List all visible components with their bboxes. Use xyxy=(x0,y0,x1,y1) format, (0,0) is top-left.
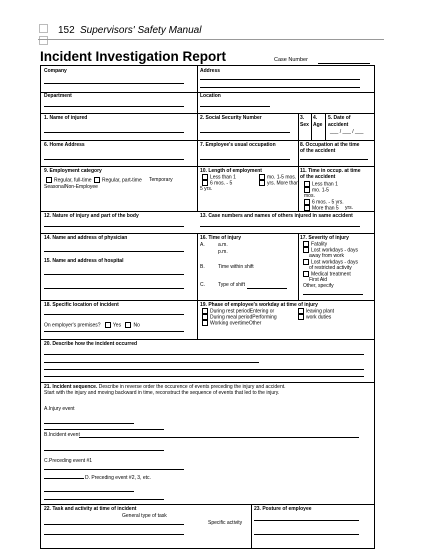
time-option-1[interactable]: Less than 1 xyxy=(304,181,338,187)
date-label-2: accident xyxy=(328,122,349,128)
employment-option-temporary[interactable]: Temporary xyxy=(149,177,173,183)
phase-rest[interactable]: During rest periodEntering or xyxy=(202,308,274,314)
severity-label: 17. Severity of injury xyxy=(300,235,349,241)
length-of-employment-label: 10. Length of employment xyxy=(200,168,262,174)
describe-field-1[interactable] xyxy=(44,354,364,355)
incident-event-field-2[interactable] xyxy=(44,450,164,451)
name-of-injured-label: 1. Name of injured xyxy=(44,115,88,121)
employer-premises-question: On employer's premises? Yes No xyxy=(44,322,140,329)
employment-category-label: 9. Employment category xyxy=(44,168,102,174)
company-field[interactable] xyxy=(44,83,184,84)
divider xyxy=(197,300,198,339)
describe-field-4[interactable] xyxy=(44,376,364,377)
time-option-4[interactable]: 6 mos. - 5 yrs. xyxy=(304,199,344,205)
ssn-field[interactable] xyxy=(200,132,290,133)
time-am: a.m. xyxy=(218,242,228,248)
posture-label: 23. Posture of employee xyxy=(254,506,312,512)
page-number: 152 xyxy=(58,25,75,36)
incident-sequence-label: 21. Incident sequence. Describe in reverse order the occurence of events preceding the injury and accident. xyxy=(44,384,286,390)
describe-field-3[interactable] xyxy=(44,369,364,370)
date-field[interactable]: ___ / ___ / ___ xyxy=(330,129,364,135)
location-label: Location xyxy=(200,93,221,99)
injury-event-field-2[interactable] xyxy=(44,429,164,430)
injury-event-label: A.Injury event xyxy=(44,406,75,412)
date-label: 5. Date of xyxy=(328,115,351,121)
time-a-label: A. xyxy=(200,242,205,248)
specific-location-field[interactable] xyxy=(44,314,184,315)
time-in-occupation-label-2: of the accident xyxy=(300,174,336,180)
phase-leaving-plant[interactable]: leaving plant xyxy=(298,308,334,314)
length-option-1[interactable]: Less than 1 xyxy=(202,174,236,180)
age-number: 4. xyxy=(313,115,318,121)
type-of-shift-label: Type of shift xyxy=(218,282,245,288)
hospital-field[interactable] xyxy=(44,274,184,275)
hospital-label: 15. Name and address of hospital xyxy=(44,258,124,264)
employment-option-seasonal[interactable]: SeasonalNon-Employee xyxy=(44,184,98,190)
incident-event-label: B.Incident event xyxy=(44,432,80,438)
checkbox[interactable] xyxy=(259,180,265,186)
checkbox[interactable] xyxy=(46,177,52,183)
divider xyxy=(311,113,312,140)
time-in-occupation-label: 11. Time in occup. at time xyxy=(300,168,361,174)
preceding-event-2-label: D. Preceding event #2, 3, etc. xyxy=(85,475,151,481)
checkbox-no[interactable] xyxy=(125,322,131,328)
usual-occupation-label: 7. Employee's usual occupation xyxy=(200,142,276,148)
nature-of-injury-label: 12. Nature of injury and part of the body xyxy=(44,213,139,219)
divider xyxy=(197,66,198,211)
case-number-field[interactable] xyxy=(318,63,370,64)
occupation-at-time-label-2: of the accident xyxy=(300,148,336,154)
time-of-injury-label: 16. Time of injury xyxy=(200,235,242,241)
checkbox-yes[interactable] xyxy=(105,322,111,328)
report-title: Incident Investigation Report xyxy=(40,49,227,64)
posture-field-2[interactable] xyxy=(254,534,359,535)
checkbox[interactable] xyxy=(94,177,100,183)
time-option-6: yrs. xyxy=(345,205,354,211)
occupation-at-time-field[interactable] xyxy=(300,159,368,160)
name-of-injured-field[interactable] xyxy=(44,132,184,133)
occupation-at-time-label: 8. Occupation at the time xyxy=(300,142,360,148)
address-field-2[interactable] xyxy=(200,87,360,88)
length-option-3[interactable]: 6 mos. - 5 xyxy=(202,180,232,186)
describe-incident-label: 20. Describe how the incident occurred xyxy=(44,341,138,347)
preceding-event-2-lead[interactable] xyxy=(44,478,84,479)
age-label: Age xyxy=(313,122,323,128)
premises-field[interactable] xyxy=(44,331,184,332)
severity-medical[interactable]: Medical treatment xyxy=(303,271,351,277)
severity-other-field[interactable] xyxy=(303,294,363,295)
severity-lost-away[interactable]: Lost workdays - days xyxy=(303,247,358,253)
divider xyxy=(41,300,374,301)
address-label: Address xyxy=(200,68,221,74)
case-number-label: Case Number xyxy=(274,57,308,63)
time-pm: p.m. xyxy=(218,249,228,255)
time-c-label: C. xyxy=(200,282,205,288)
divider xyxy=(41,140,374,141)
severity-lost-restricted-2: of restricted activity xyxy=(309,265,352,271)
checkbox[interactable] xyxy=(298,314,304,320)
divider xyxy=(41,382,374,383)
divider xyxy=(41,339,374,340)
divider xyxy=(41,504,374,505)
home-address-field[interactable] xyxy=(44,159,184,160)
length-option-5: 5 yrs. xyxy=(200,186,213,192)
header-marker-bottom xyxy=(39,36,48,45)
severity-lost-away-2: away from work xyxy=(309,253,345,259)
workday-phase-label: 19. Phase of employee's workday at time of injury xyxy=(200,302,318,308)
time-b-label: B. xyxy=(200,264,205,270)
nature-of-injury-field[interactable] xyxy=(44,226,184,227)
location-field[interactable] xyxy=(200,106,270,107)
preceding-event-1-field[interactable] xyxy=(44,469,184,470)
posture-field[interactable] xyxy=(254,520,359,521)
incident-sequence-instructions: Start with the injury and moving backward in time, reconstruct the sequence of events that led to the injury. xyxy=(44,390,280,396)
preceding-event-2-field-2[interactable] xyxy=(44,499,164,500)
time-within-shift-label: Time within shift xyxy=(218,264,254,270)
header-divider xyxy=(38,39,384,40)
divider xyxy=(298,233,299,300)
task-activity-label: 22. Task and activity at time of incident xyxy=(44,506,137,512)
ssn-label: 2. Social Security Number xyxy=(200,115,262,121)
phase-overtime[interactable]: Working overtimeOther xyxy=(202,320,261,326)
checkbox[interactable] xyxy=(304,205,310,211)
department-label: Department xyxy=(44,93,72,99)
company-label: Company xyxy=(44,68,67,74)
department-field[interactable] xyxy=(44,106,184,107)
severity-lost-restricted[interactable]: Lost workdays - days xyxy=(303,259,358,265)
divider xyxy=(298,166,299,211)
others-injured-field[interactable] xyxy=(200,226,360,227)
phase-meal[interactable]: During meal periodPerforming xyxy=(202,314,277,320)
others-injured-label: 13. Case numbers and names of others injured in same accident xyxy=(200,213,353,219)
type-of-shift-field[interactable] xyxy=(247,288,287,289)
preceding-event-2-field[interactable] xyxy=(44,491,134,492)
divider xyxy=(41,233,374,234)
severity-fatality[interactable]: Fatality xyxy=(303,241,327,247)
incident-event-field[interactable] xyxy=(79,437,359,438)
preceding-event-1-label: C.Preceding event #1 xyxy=(44,458,93,464)
describe-field-2[interactable] xyxy=(44,362,259,363)
time-option-3: mos. xyxy=(304,193,315,199)
time-option-2[interactable]: mo. 1-5 xyxy=(304,187,329,193)
physician-field[interactable] xyxy=(44,251,184,252)
injury-event-field[interactable] xyxy=(44,423,134,424)
incident-form xyxy=(40,65,375,549)
severity-other: Other, specify xyxy=(303,283,334,289)
divider xyxy=(251,504,252,548)
phase-work-duties[interactable]: work duties xyxy=(298,314,331,320)
manual-title: Supervisors' Safety Manual xyxy=(80,25,202,36)
home-address-label: 6. Home Address xyxy=(44,142,85,148)
header-marker-top xyxy=(39,24,48,33)
employment-option-regular-part[interactable]: Regular, part-time xyxy=(94,177,142,183)
employment-option-regular-full[interactable]: Regular, full-time xyxy=(46,177,92,183)
specific-activity-label: Specific activity xyxy=(208,520,243,526)
sex-number: 3. xyxy=(300,115,305,121)
divider xyxy=(41,166,374,167)
physician-label: 14. Name and address of physician xyxy=(44,235,128,241)
divider xyxy=(325,113,326,140)
general-task-field[interactable] xyxy=(44,524,184,525)
hospital-field-2[interactable] xyxy=(44,288,184,289)
length-option-2[interactable]: mo. 1-5 mos. xyxy=(259,174,296,180)
severity-first-aid: First Aid xyxy=(309,277,328,283)
sex-label: Sex xyxy=(300,122,309,128)
divider xyxy=(298,113,299,166)
general-task-label: General type of task xyxy=(122,513,167,519)
time-option-5[interactable]: More than 5 xyxy=(304,205,339,211)
length-option-4[interactable]: yrs. More than xyxy=(259,180,299,186)
usual-occupation-field[interactable] xyxy=(200,159,290,160)
address-field[interactable] xyxy=(200,79,360,80)
checkbox[interactable] xyxy=(202,320,208,326)
specific-activity-field[interactable] xyxy=(44,534,184,535)
specific-location-label: 18. Specific location of incident xyxy=(44,302,119,308)
